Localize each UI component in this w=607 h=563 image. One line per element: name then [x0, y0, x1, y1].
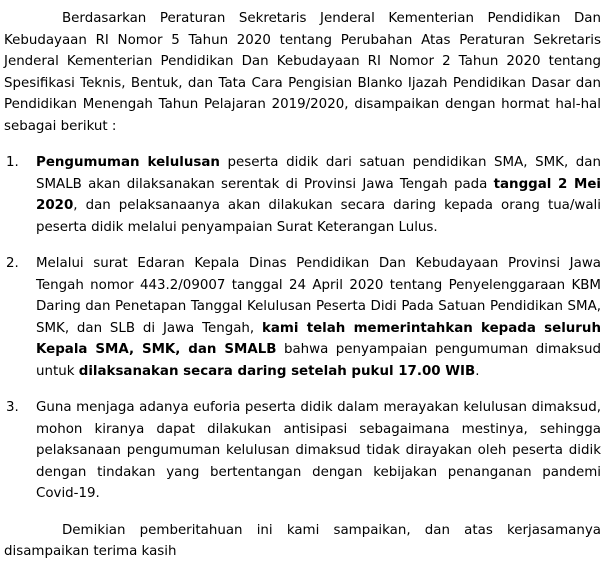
segment: .: [475, 363, 480, 379]
segment: Melalui surat Edaran Kepala Dinas Pendidikan Dan Kebudayaan Provinsi Jawa Tengah nomor 443.2/09007 tanggal 24 April 2020 tentang Penyelenggaraan KBM Daring dan Penetapan Tanggal Kelulusan Peserta Didi Pada Satuan Pendidikan SMA, SMK, dan SLB di Jawa Tengah,: [36, 256, 601, 336]
item-number: 1.: [6, 155, 19, 170]
intro-paragraph: Berdasarkan Peraturan Sekretaris Jenderal Kementerian Pendidikan Dan Kebudayaan RI Nomor 5 Tahun 2020 tentang Perubahan Atas Peraturan Sekretaris Jenderal Kementerian Pendidikan Dan Kebudayaan RI Nomor 2 Tahun 2020 tentang Spesifikasi Teknis, Bentuk, dan Tata Cara Pengisian Blanko Ijazah Pendidikan Dasar dan Pendidikan Menengah Tahun Pelajaran 2019/2020, disampaikan dengan hormat hal-hal sebagai berikut :: [4, 11, 601, 134]
list-item-3: [4, 397, 601, 505]
segment: , dan pelaksanaanya akan dilakukan secara daring kepada orang tua/wali peserta didik melalui penyampaian Surat Keterangan Lulus.: [36, 198, 601, 235]
segment: Pengumuman kelulusan: [36, 155, 220, 170]
list-item-1: [4, 152, 601, 238]
item-number: 2.: [6, 256, 19, 271]
segment: Guna menjaga adanya euforia peserta didik dalam merayakan kelulusan dimaksud, mohon kiranya dapat dilakukan antisipasi sebagaimana mestinya, sehingga pelaksanaan pengumuman kelulusan dimaksud tidak dirayakan oleh peserta didik dengan tindakan yang bertentangan dengan kebijakan penanganan pandemi Covid-19.: [36, 400, 601, 501]
segment: peserta didik dari satuan pendidikan SMA, SMK, dan SMALB akan dilaksanakan serentak di Provinsi Jawa Tengah pada: [36, 155, 601, 192]
closing-paragraph: Demikian pemberitahuan ini kami sampaikan, dan atas kerjasamanya disampaikan terima kasih: [4, 522, 601, 559]
segment: dilaksanakan secara daring setelah pukul 17.00 WIB: [78, 363, 476, 379]
segment: kami telah memerintahkan kepada seluruh Kepala SMA, SMK, dan SMALB: [36, 320, 601, 357]
item-number: 3.: [6, 400, 19, 415]
segment: tanggal 2 Mei 2020: [36, 176, 601, 213]
numbered-list: [4, 152, 601, 505]
segment: bahwa penyampaian pengumuman dimaksud untuk: [36, 342, 601, 379]
list-item-2: [4, 253, 601, 382]
